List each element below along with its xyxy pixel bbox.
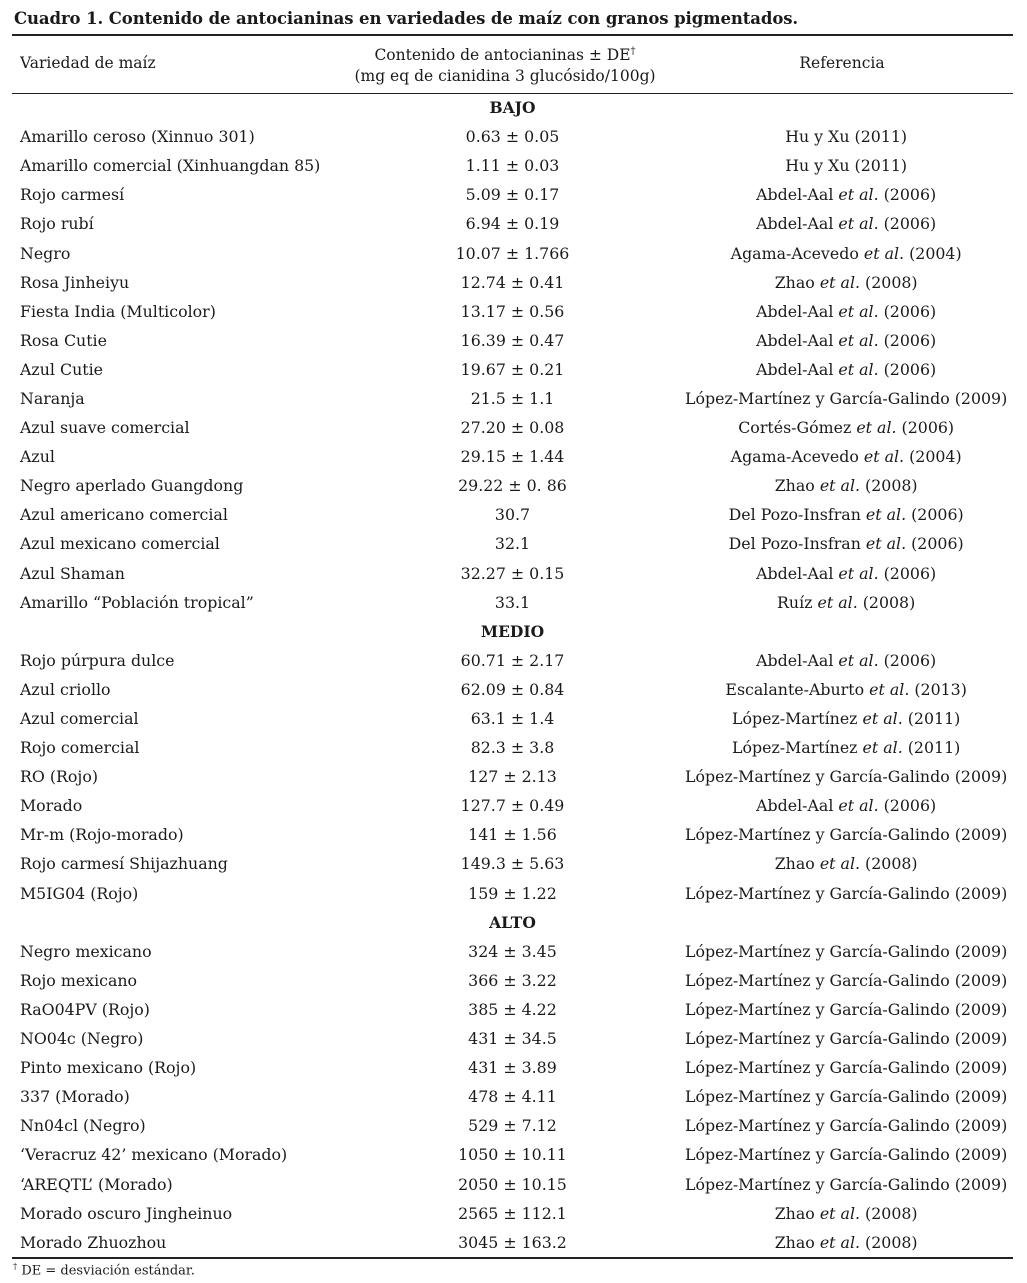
reference-author: López-Martínez y García-Galindo (2009): [685, 388, 1008, 408]
reference-etal: et al.: [862, 738, 903, 758]
variety-cell: Pinto mexicano (Rojo): [20, 1058, 197, 1078]
reference-cell: [679, 646, 1013, 675]
reference-year: (2006): [878, 563, 937, 583]
reference-etal: et al.: [819, 272, 861, 292]
reference-cell: [679, 1228, 1013, 1257]
reference-cell: [679, 791, 1013, 820]
reference-year: (2008): [860, 1203, 918, 1223]
content-cell: 30.7: [494, 505, 531, 525]
reference-author: Ruíz: [777, 592, 818, 612]
content-cell: 149.3 ± 5.63: [460, 854, 565, 874]
variety-cell: Rojo comercial: [20, 738, 140, 758]
variety-cell: Rojo carmesí Shijazhuang: [20, 854, 228, 874]
table-row: [12, 879, 1013, 908]
table-row: [12, 238, 1013, 267]
variety-cell: 337 (Morado): [20, 1087, 130, 1107]
content-cell: 32.27 ± 0.15: [460, 563, 565, 583]
reference-etal: et al.: [838, 214, 879, 234]
reference-author: Zhao: [774, 476, 820, 496]
table-row: [12, 355, 1013, 384]
reference-year: (2006): [878, 359, 937, 379]
table-body: [12, 93, 1013, 1257]
variety-cell: ‘Veracruz 42’ mexicano (Morado): [20, 1145, 288, 1165]
reference-author: López-Martínez: [731, 738, 863, 758]
table-row: [12, 413, 1013, 442]
header-dagger: †: [630, 46, 636, 57]
reference-year: (2004): [904, 243, 962, 263]
reference-author: López-Martínez y García-Galindo (2009): [685, 1029, 1008, 1049]
reference-year: (2006): [878, 796, 937, 816]
anthocyanin-table: [12, 93, 1013, 1257]
reference-author: López-Martínez y García-Galindo (2009): [685, 883, 1008, 903]
variety-cell: Nn04cl (Negro): [20, 1116, 146, 1136]
table-row: [12, 937, 1013, 966]
content-cell: 478 ± 4.11: [468, 1087, 557, 1107]
reference-author: López-Martínez y García-Galindo (2009): [685, 1145, 1008, 1165]
reference-author: Abdel-Aal: [756, 563, 839, 583]
content-cell: 0.63 ± 0.05: [465, 127, 560, 147]
reference-cell: [679, 326, 1013, 355]
content-cell: 63.1 ± 1.4: [470, 709, 555, 729]
table-row: [12, 122, 1013, 151]
reference-cell: [679, 1199, 1013, 1228]
header-variety: Variedad de maíz: [20, 54, 156, 72]
reference-etal: et al.: [838, 301, 879, 321]
reference-cell: [679, 122, 1013, 151]
variety-cell: Fiesta India (Multicolor): [20, 301, 216, 321]
reference-cell: [679, 355, 1013, 384]
reference-author: López-Martínez y García-Galindo (2009): [685, 767, 1008, 787]
variety-cell: Azul Cutie: [20, 359, 103, 379]
reference-cell: [679, 529, 1013, 558]
variety-cell: Amarillo ceroso (Xinnuo 301): [20, 127, 255, 147]
footnote-text: DE = desviación estándar.: [17, 1263, 195, 1279]
reference-cell: [679, 966, 1013, 995]
table-row: [12, 326, 1013, 355]
content-cell: 62.09 ± 0.84: [460, 679, 565, 699]
reference-author: López-Martínez: [731, 709, 863, 729]
reference-author: López-Martínez y García-Galindo (2009): [685, 1116, 1008, 1136]
reference-author: López-Martínez y García-Galindo (2009): [685, 1087, 1008, 1107]
reference-etal: et al.: [865, 534, 907, 554]
table-row: [12, 1111, 1013, 1140]
content-cell: 159 ± 1.22: [468, 883, 557, 903]
table-row: [12, 1053, 1013, 1082]
top-rule: [12, 34, 1013, 36]
reference-cell: [679, 151, 1013, 180]
variety-cell: Azul americano comercial: [20, 505, 228, 525]
reference-cell: [679, 995, 1013, 1024]
content-cell: 82.3 ± 3.8: [470, 738, 555, 758]
table-row: [12, 704, 1013, 733]
reference-year: (2013): [909, 679, 967, 699]
content-cell: 27.20 ± 0.08: [460, 418, 565, 438]
content-cell: 19.67 ± 0.21: [460, 359, 565, 379]
reference-etal: et al.: [865, 505, 907, 525]
reference-year: (2008): [860, 854, 918, 874]
table-row: [12, 1199, 1013, 1228]
reference-author: Hu y Xu (2011): [785, 127, 908, 147]
reference-year: (2006): [878, 301, 937, 321]
content-cell: 141 ± 1.56: [468, 825, 557, 845]
content-cell: 6.94 ± 0.19: [465, 214, 560, 234]
reference-author: Abdel-Aal: [756, 650, 839, 670]
variety-cell: Azul criollo: [20, 679, 111, 699]
reference-year: (2011): [902, 709, 961, 729]
variety-cell: Azul: [20, 447, 55, 467]
table-row: [12, 297, 1013, 326]
variety-cell: RaO04PV (Rojo): [20, 999, 150, 1019]
content-cell: 2565 ± 112.1: [458, 1203, 567, 1223]
reference-cell: [679, 268, 1013, 297]
reference-cell: [679, 297, 1013, 326]
reference-cell: [679, 1053, 1013, 1082]
variety-cell: Morado: [20, 796, 83, 816]
variety-cell: Mr-m (Rojo-morado): [20, 825, 184, 845]
reference-author: Del Pozo-Insfran: [728, 505, 866, 525]
content-cell: 127.7 ± 0.49: [460, 796, 565, 816]
reference-etal: et al.: [863, 243, 905, 263]
variety-cell: Azul comercial: [20, 709, 139, 729]
content-cell: 1.11 ± 0.03: [465, 156, 560, 176]
reference-cell: [679, 937, 1013, 966]
table-row: [12, 559, 1013, 588]
reference-cell: [679, 209, 1013, 238]
table-row: [12, 675, 1013, 704]
variety-cell: NO04c (Negro): [20, 1029, 144, 1049]
reference-etal: et al.: [838, 330, 879, 350]
table-row: [12, 442, 1013, 471]
table-row: [12, 384, 1013, 413]
reference-year: (2006): [878, 650, 937, 670]
content-cell: 13.17 ± 0.56: [460, 301, 565, 321]
content-cell: 5.09 ± 0.17: [465, 185, 560, 205]
header-content-line1: Contenido de antocianinas ± DE: [374, 46, 631, 65]
section-title: MEDIO: [480, 621, 545, 641]
reference-cell: [679, 704, 1013, 733]
content-cell: 431 ± 34.5: [468, 1029, 557, 1049]
reference-etal: et al.: [838, 796, 879, 816]
variety-cell: Azul Shaman: [20, 563, 125, 583]
reference-etal: et al.: [819, 1232, 861, 1252]
variety-cell: Amarillo “Población tropical”: [20, 592, 254, 612]
table-row: [12, 471, 1013, 500]
table-row: [12, 646, 1013, 675]
table-row: [12, 1228, 1013, 1257]
content-cell: 60.71 ± 2.17: [460, 650, 565, 670]
reference-author: Zhao: [774, 272, 820, 292]
table-row: [12, 1169, 1013, 1198]
table-row: [12, 500, 1013, 529]
reference-author: Agama-Acevedo: [730, 447, 864, 467]
content-cell: 366 ± 3.22: [468, 970, 557, 990]
reference-author: Cortés-Gómez: [738, 418, 857, 438]
content-cell: 29.15 ± 1.44: [460, 447, 565, 467]
section-title: BAJO: [489, 98, 536, 118]
reference-author: Zhao: [774, 1232, 820, 1252]
table-row: [12, 529, 1013, 558]
reference-cell: [679, 238, 1013, 267]
reference-year: (2008): [860, 476, 918, 496]
reference-etal: et al.: [856, 418, 897, 438]
variety-cell: Negro: [20, 243, 71, 263]
reference-author: López-Martínez y García-Galindo (2009): [685, 970, 1008, 990]
reference-cell: [679, 384, 1013, 413]
reference-cell: [679, 588, 1013, 617]
variety-cell: Morado Zhuozhou: [20, 1232, 167, 1252]
reference-author: Abdel-Aal: [756, 301, 839, 321]
variety-cell: Rojo púrpura dulce: [20, 650, 175, 670]
reference-etal: et al.: [819, 476, 861, 496]
table-row: [12, 1024, 1013, 1053]
reference-author: Zhao: [774, 1203, 820, 1223]
variety-cell: Naranja: [20, 388, 85, 408]
variety-cell: Negro mexicano: [20, 941, 152, 961]
reference-author: Abdel-Aal: [756, 330, 839, 350]
content-cell: 16.39 ± 0.47: [460, 330, 565, 350]
variety-cell: Rojo rubí: [20, 214, 94, 234]
header-content: [330, 41, 680, 87]
table-row: [12, 762, 1013, 791]
reference-author: Abdel-Aal: [756, 185, 839, 205]
reference-etal: et al.: [838, 359, 879, 379]
table-row: [12, 1082, 1013, 1111]
footnote-mark: †: [13, 1261, 18, 1271]
variety-cell: RO (Rojo): [20, 767, 99, 787]
table-row: [12, 209, 1013, 238]
reference-cell: [679, 879, 1013, 908]
reference-cell: [679, 675, 1013, 704]
reference-etal: et al.: [817, 592, 858, 612]
variety-cell: Azul mexicano comercial: [20, 534, 220, 554]
reference-author: Abdel-Aal: [756, 214, 839, 234]
content-cell: 2050 ± 10.15: [458, 1174, 567, 1194]
table-row: [12, 849, 1013, 878]
content-cell: 32.1: [494, 534, 531, 554]
reference-year: (2006): [878, 330, 937, 350]
reference-author: Abdel-Aal: [756, 796, 839, 816]
header-reference: Referencia: [799, 54, 885, 72]
reference-cell: [679, 733, 1013, 762]
content-cell: 29.22 ± 0. 86: [458, 476, 567, 496]
table-row: [12, 791, 1013, 820]
table-row: [12, 180, 1013, 209]
reference-cell: [679, 1082, 1013, 1111]
reference-cell: [679, 820, 1013, 849]
reference-author: Del Pozo-Insfran: [728, 534, 866, 554]
reference-year: (2006): [906, 505, 964, 525]
variety-cell: ‘AREQTL’ (Morado): [20, 1174, 173, 1194]
reference-etal: et al.: [838, 563, 879, 583]
reference-author: Hu y Xu (2011): [785, 156, 908, 176]
reference-author: Abdel-Aal: [756, 359, 839, 379]
content-cell: 431 ± 3.89: [468, 1058, 557, 1078]
reference-year: (2004): [904, 447, 962, 467]
reference-author: López-Martínez y García-Galindo (2009): [685, 825, 1008, 845]
variety-cell: Azul suave comercial: [20, 418, 190, 438]
reference-year: (2006): [878, 185, 937, 205]
content-cell: 12.74 ± 0.41: [460, 272, 565, 292]
reference-year: (2008): [860, 1232, 918, 1252]
reference-year: (2006): [906, 534, 964, 554]
table-row: [12, 995, 1013, 1024]
section-row: [12, 617, 1013, 646]
reference-etal: et al.: [838, 185, 879, 205]
footnote: [13, 1261, 195, 1278]
reference-author: Escalante-Aburto: [725, 679, 870, 699]
reference-cell: [679, 1140, 1013, 1169]
section-row: [12, 908, 1013, 937]
reference-author: Agama-Acevedo: [730, 243, 864, 263]
table-caption: Cuadro 1. Contenido de antocianinas en variedades de maíz con granos pigmentados.: [14, 9, 799, 28]
content-cell: 21.5 ± 1.1: [470, 388, 555, 408]
bottom-rule: [12, 1257, 1013, 1259]
table-row: [12, 151, 1013, 180]
section-title: ALTO: [489, 912, 536, 932]
reference-cell: [679, 442, 1013, 471]
reference-cell: [679, 1024, 1013, 1053]
reference-year: (2006): [896, 418, 955, 438]
table-row: [12, 268, 1013, 297]
reference-cell: [679, 849, 1013, 878]
content-cell: 3045 ± 163.2: [458, 1232, 567, 1252]
variety-cell: Rosa Jinheiyu: [20, 272, 130, 292]
reference-year: (2011): [902, 738, 961, 758]
section-row: [12, 93, 1013, 122]
variety-cell: Negro aperlado Guangdong: [20, 476, 244, 496]
reference-author: López-Martínez y García-Galindo (2009): [685, 1174, 1008, 1194]
reference-year: (2008): [860, 272, 918, 292]
reference-author: López-Martínez y García-Galindo (2009): [685, 941, 1008, 961]
reference-cell: [679, 413, 1013, 442]
content-cell: 385 ± 4.22: [468, 999, 557, 1019]
table-row: [12, 820, 1013, 849]
variety-cell: M5IG04 (Rojo): [20, 883, 139, 903]
reference-cell: [679, 1169, 1013, 1198]
reference-etal: et al.: [819, 854, 861, 874]
reference-etal: et al.: [838, 650, 879, 670]
reference-cell: [679, 559, 1013, 588]
table-row: [12, 733, 1013, 762]
reference-cell: [679, 500, 1013, 529]
variety-cell: Rosa Cutie: [20, 330, 107, 350]
content-cell: 1050 ± 10.11: [458, 1145, 567, 1165]
table-row: [12, 1140, 1013, 1169]
reference-year: (2006): [878, 214, 937, 234]
reference-etal: et al.: [862, 709, 903, 729]
variety-cell: Rojo mexicano: [20, 970, 138, 990]
reference-etal: et al.: [819, 1203, 861, 1223]
reference-author: Zhao: [774, 854, 820, 874]
header-content-line2: (mg eq de cianidina 3 glucósido/100g): [354, 67, 656, 86]
table-row: [12, 588, 1013, 617]
reference-author: López-Martínez y García-Galindo (2009): [685, 999, 1008, 1019]
content-cell: 324 ± 3.45: [468, 941, 557, 961]
variety-cell: Amarillo comercial (Xinhuangdan 85): [20, 156, 321, 176]
content-cell: 33.1: [494, 592, 531, 612]
content-cell: 10.07 ± 1.766: [455, 243, 570, 263]
variety-cell: Rojo carmesí: [20, 185, 125, 205]
table-row: [12, 966, 1013, 995]
reference-cell: [679, 1111, 1013, 1140]
reference-author: López-Martínez y García-Galindo (2009): [685, 1058, 1008, 1078]
reference-etal: et al.: [869, 679, 910, 699]
reference-cell: [679, 762, 1013, 791]
reference-cell: [679, 471, 1013, 500]
content-cell: 529 ± 7.12: [468, 1116, 557, 1136]
reference-year: (2008): [857, 592, 916, 612]
content-cell: 127 ± 2.13: [468, 767, 557, 787]
variety-cell: Morado oscuro Jingheinuo: [20, 1203, 233, 1223]
reference-etal: et al.: [863, 447, 905, 467]
reference-cell: [679, 180, 1013, 209]
